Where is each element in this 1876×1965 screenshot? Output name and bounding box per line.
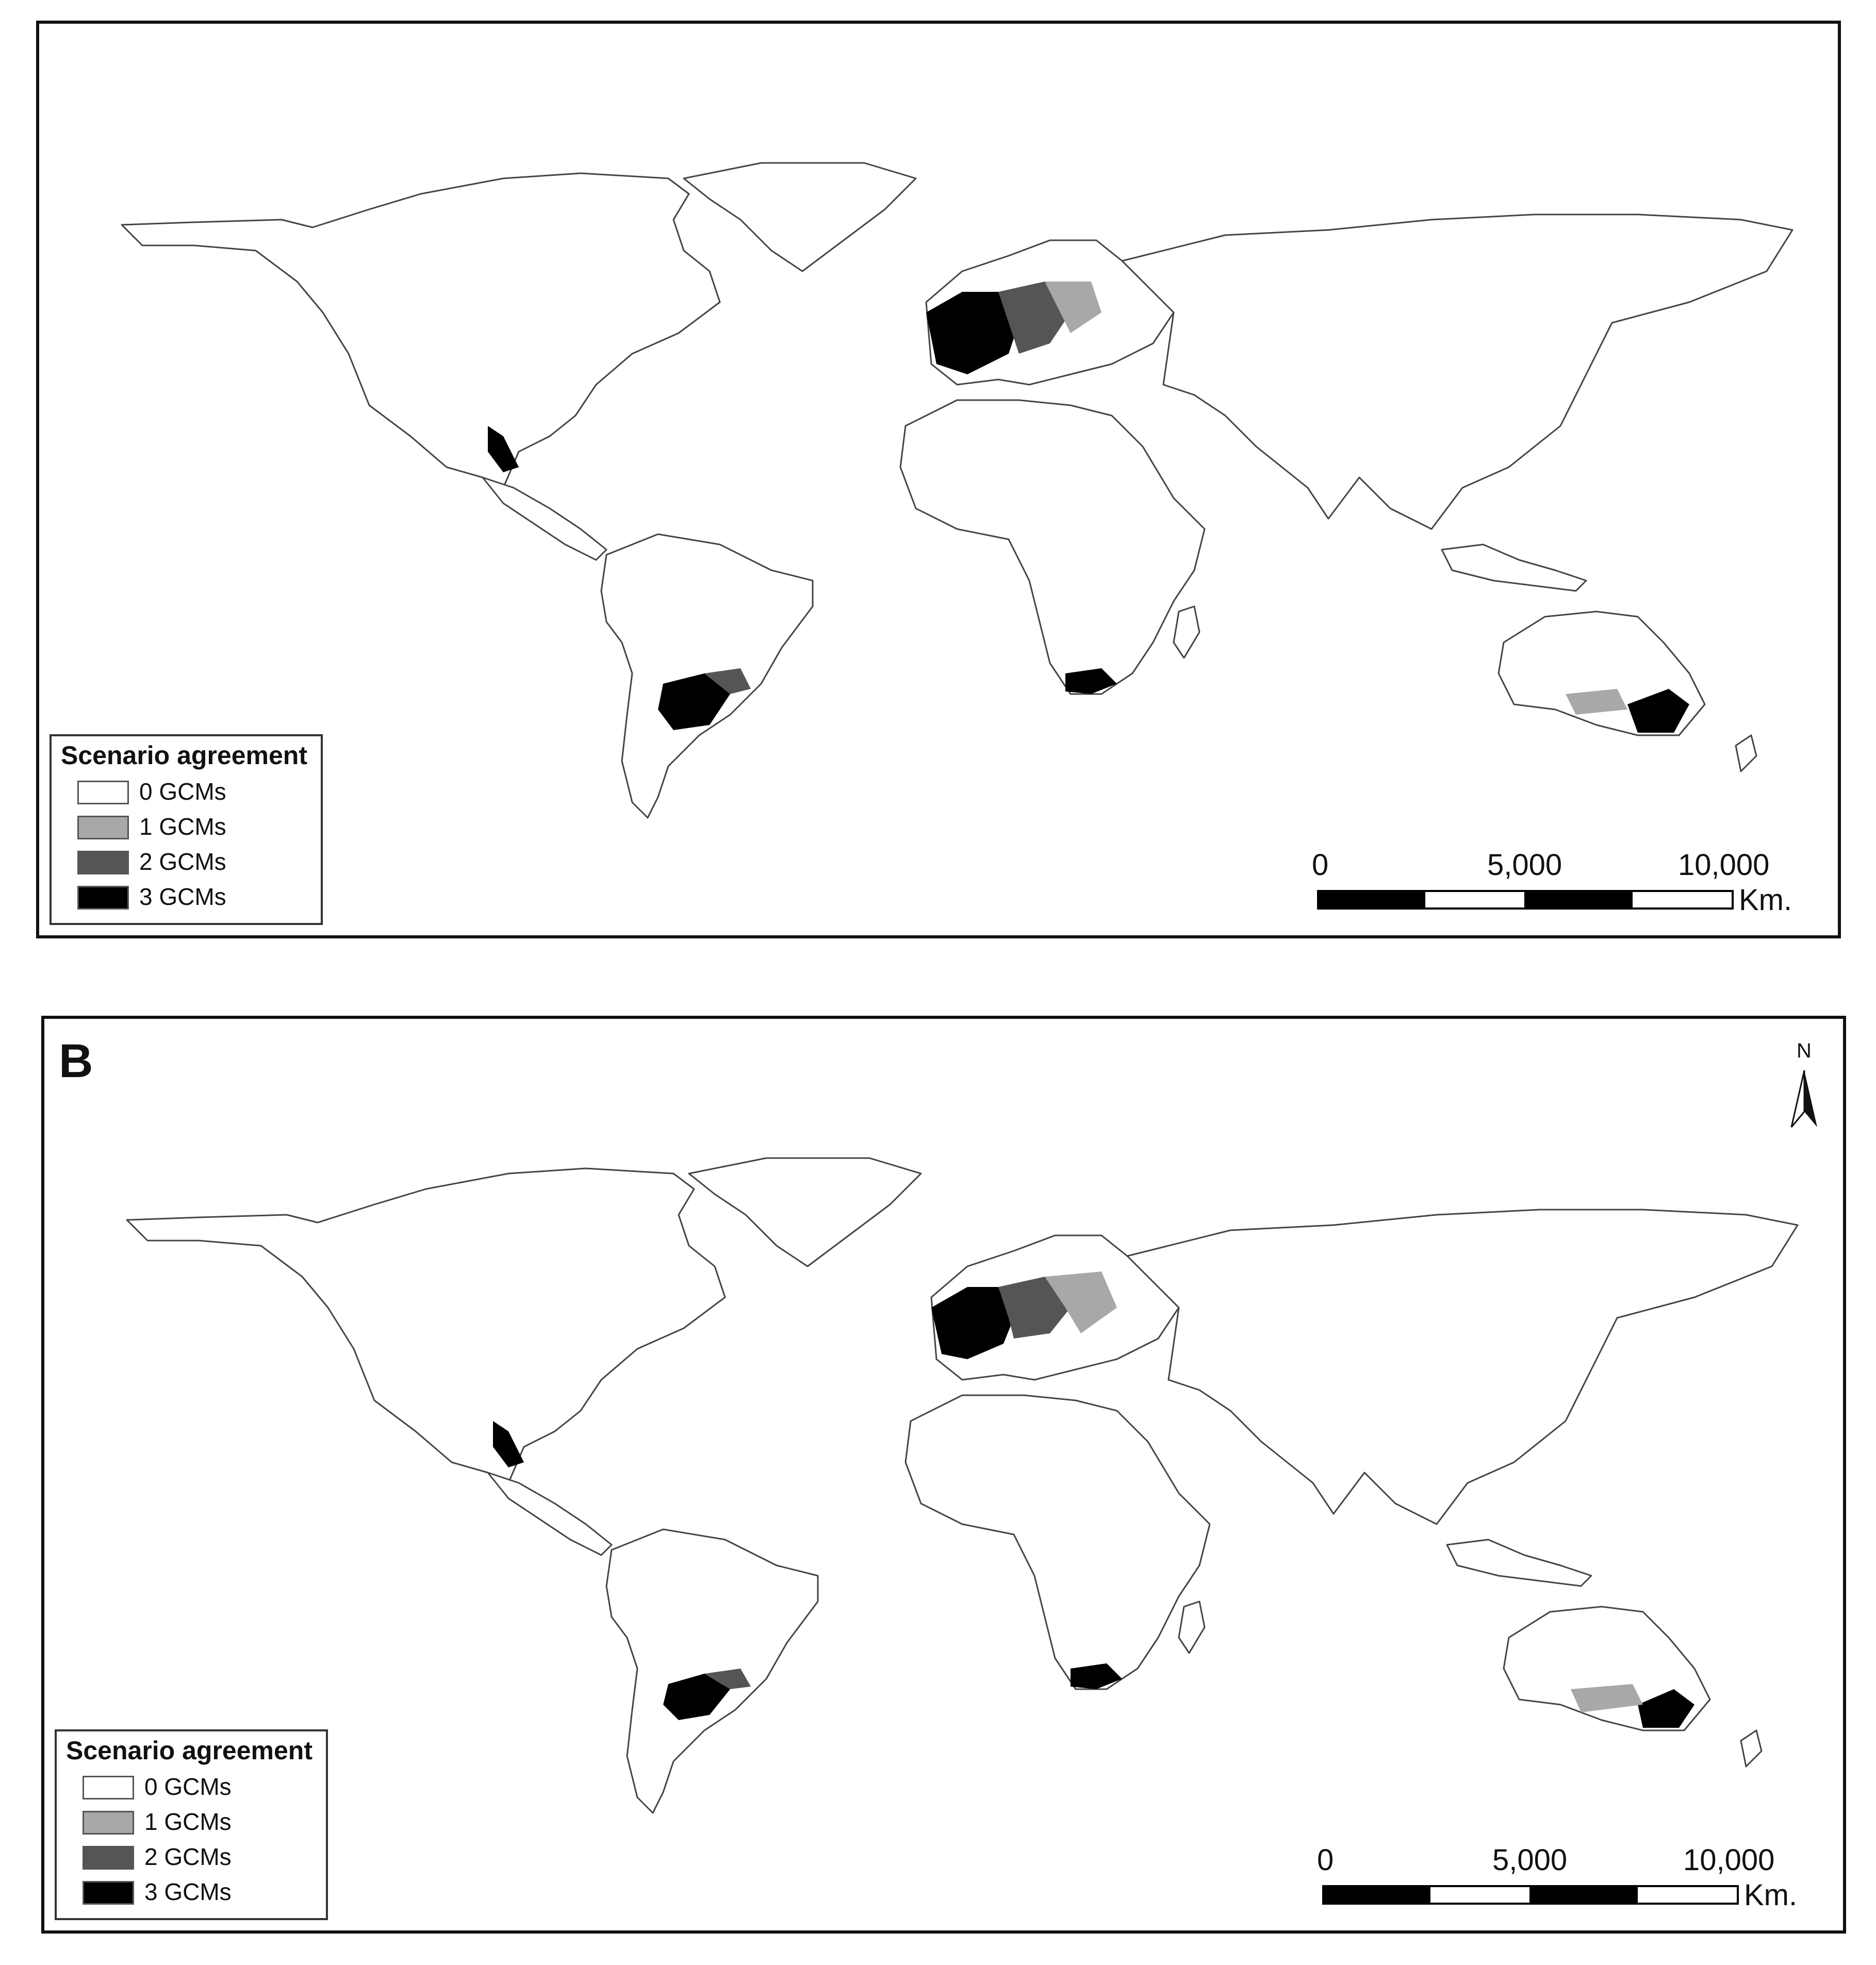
legend-label: 1 GCMs: [144, 1808, 232, 1835]
scale-segment: [1317, 890, 1425, 910]
scale-segment: [1524, 890, 1633, 910]
scale-tick-10000: 10,000: [1683, 1843, 1775, 1877]
panel-letter: B: [59, 1035, 93, 1087]
greenland-landmass: [684, 163, 916, 271]
legend: [50, 734, 323, 925]
legend-title: Scenario agreement: [66, 1736, 312, 1765]
legend-label: 2 GCMs: [139, 848, 226, 875]
map-panel-a: [36, 21, 1841, 938]
scale-unit: Km.: [1744, 1878, 1798, 1912]
legend-title: Scenario agreement: [61, 741, 307, 770]
scale-segment: [1428, 1885, 1532, 1905]
legend-label: 3 GCMs: [144, 1878, 232, 1905]
scale-segment: [1423, 890, 1526, 910]
southeast-asia-islands: [1442, 544, 1586, 591]
madagascar-landmass: [1174, 606, 1199, 658]
scale-segment: [1636, 1885, 1739, 1905]
madagascar-landmass: [1179, 1601, 1205, 1653]
scale-segment: [1322, 1885, 1430, 1905]
scale-tick-5000: 5,000: [1492, 1843, 1568, 1877]
north-america-landmass: [127, 1168, 725, 1483]
legend-swatch: [83, 1811, 134, 1835]
legend-swatch: [77, 816, 129, 839]
legend-swatch: [77, 886, 129, 910]
scale-segment: [1631, 890, 1734, 910]
scale-tick-10000: 10,000: [1678, 848, 1770, 882]
new-zealand-landmass: [1736, 735, 1756, 771]
southeast-asia-islands: [1447, 1540, 1591, 1586]
scale-bar: [1312, 848, 1812, 925]
africa-landmass: [906, 1395, 1210, 1689]
south-america-landmass: [606, 1529, 818, 1813]
north-america-landmass: [122, 173, 720, 488]
asia-landmass: [1122, 214, 1792, 529]
central-america-landmass: [488, 1473, 612, 1555]
scale-tick-5000: 5,000: [1487, 848, 1562, 882]
legend-swatch: [83, 1881, 134, 1905]
asia-landmass: [1127, 1210, 1798, 1524]
scale-bar: [1317, 1843, 1817, 1920]
africa-landmass: [900, 400, 1205, 694]
new-zealand-landmass: [1741, 1730, 1762, 1766]
legend-swatch: [83, 1846, 134, 1870]
scale-tick-0: 0: [1312, 848, 1329, 882]
greenland-landmass: [689, 1158, 921, 1266]
legend-swatch: [77, 851, 129, 874]
legend-label: 1 GCMs: [139, 813, 226, 840]
scale-unit: Km.: [1739, 883, 1792, 917]
legend: [55, 1729, 328, 1920]
map-panel-b: [41, 1016, 1846, 1934]
legend-label: 0 GCMs: [139, 778, 226, 805]
legend-label: 2 GCMs: [144, 1843, 232, 1870]
legend-label: 0 GCMs: [144, 1773, 232, 1800]
scale-tick-0: 0: [1317, 1843, 1334, 1877]
legend-swatch: [83, 1776, 134, 1799]
central-america-landmass: [483, 477, 606, 560]
scale-segment: [1529, 1885, 1638, 1905]
north-letter: N: [1797, 1039, 1812, 1062]
legend-swatch: [77, 781, 129, 804]
legend-label: 3 GCMs: [139, 883, 226, 910]
